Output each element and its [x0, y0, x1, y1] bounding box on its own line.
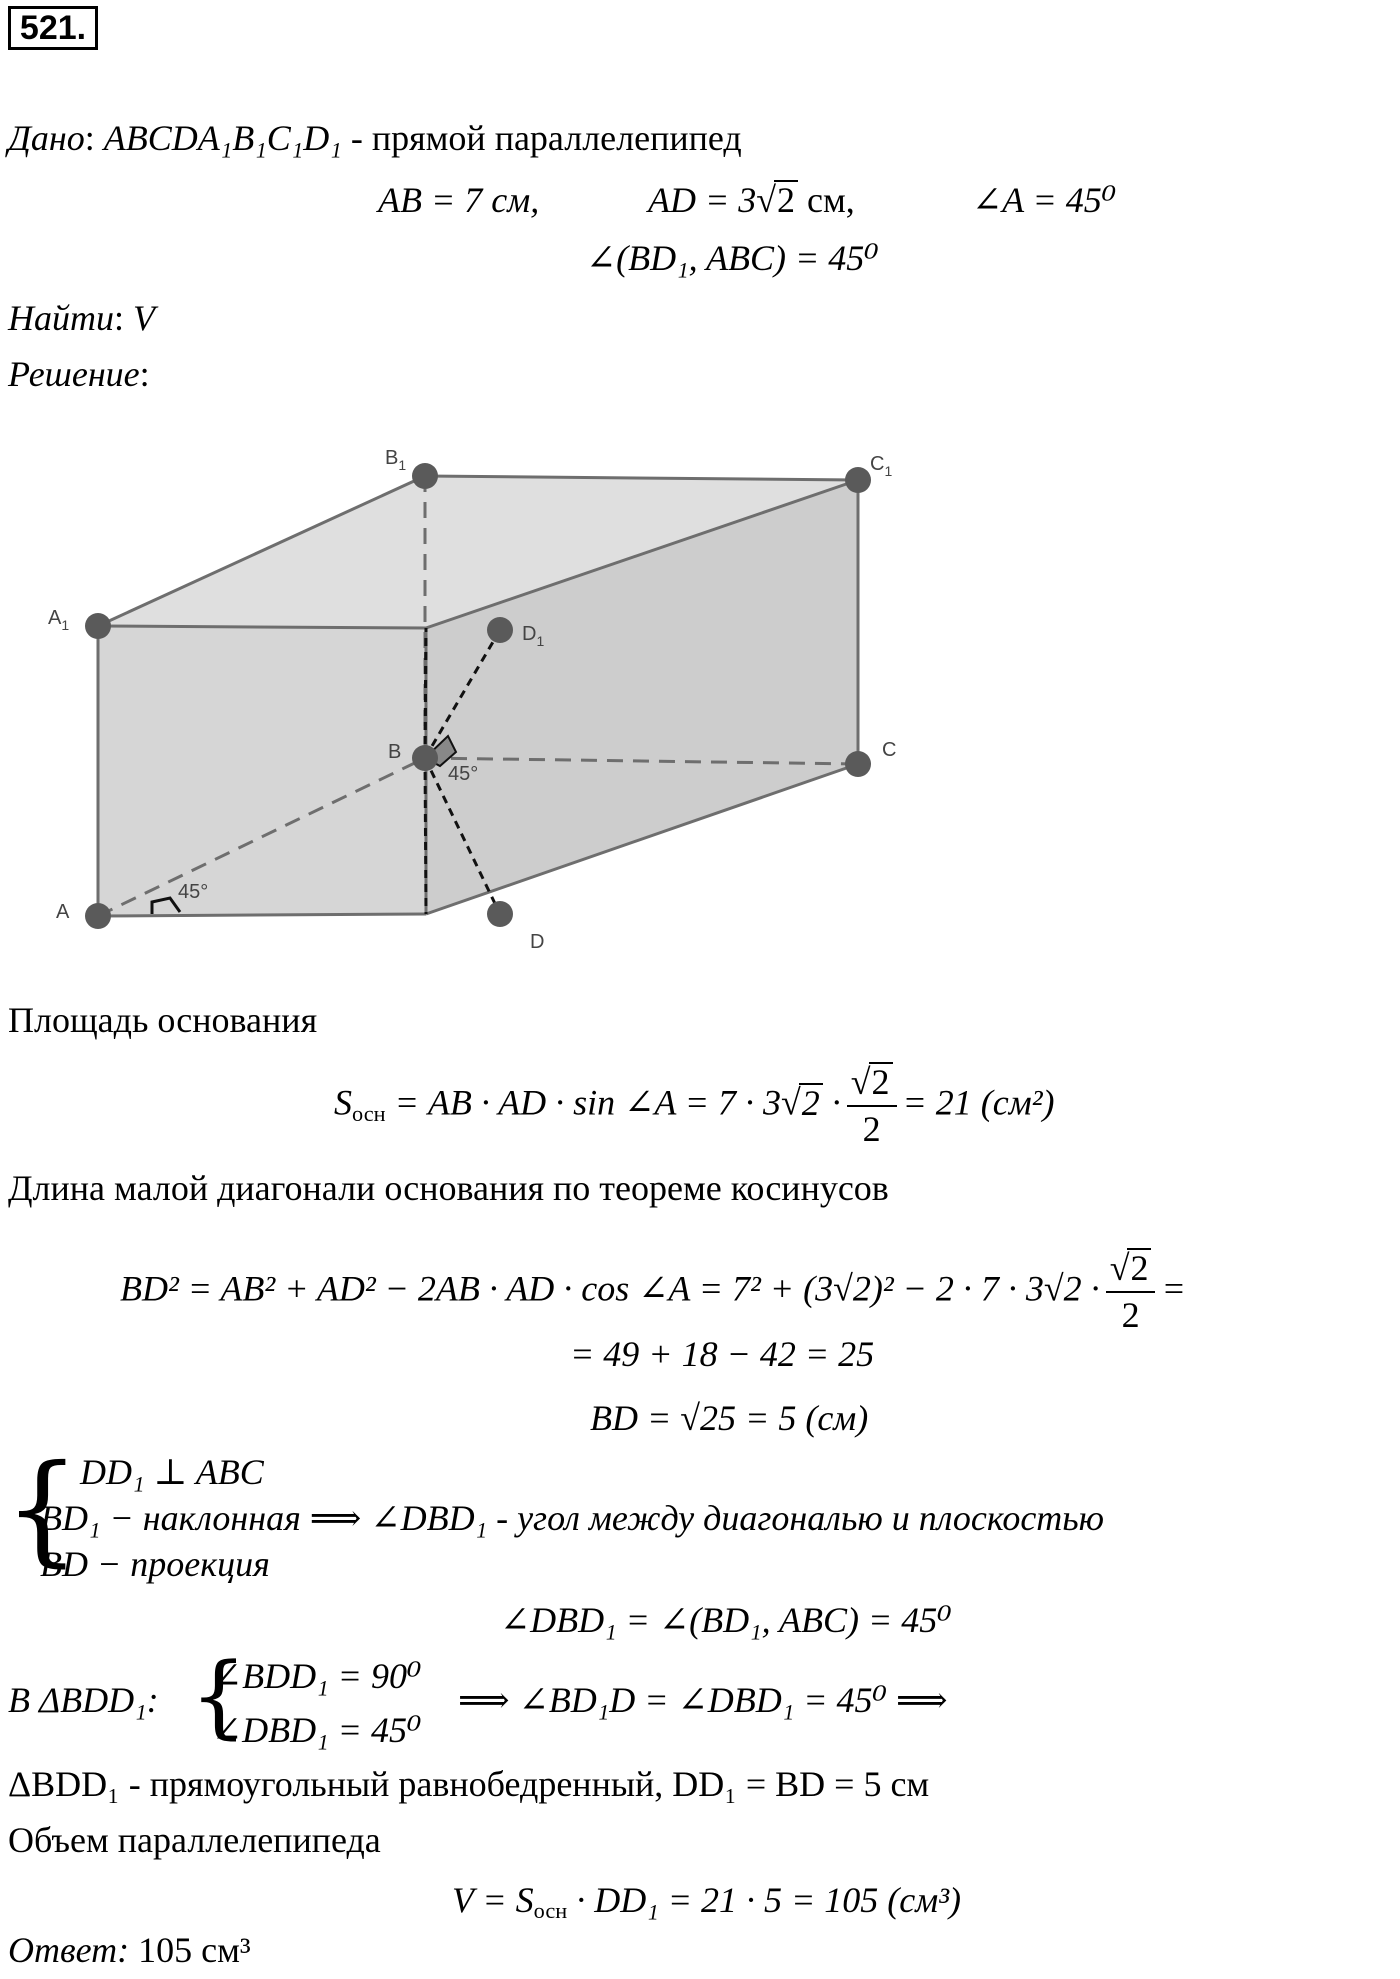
volume-formula: $V = S_{осн} \cdot DD_1 = 21 \cdot 5 = 105$ (см³) [452, 1880, 962, 1924]
isosceles-line: ΔBDD₁ - прямоугольный равнобедренный, DD₁ = BD = 5 см [8, 1764, 930, 1804]
triangle-result: ⟹ ∠BD₁D = ∠DBD₁ = 45⁰ ⟹ [458, 1680, 948, 1720]
triangle-line-2: ∠DBD₁ = 45⁰ [212, 1710, 422, 1750]
solution-label: Решение [8, 354, 140, 394]
angle-b-label: 45° [448, 763, 479, 785]
angle-equality: ∠DBD₁ = ∠(BD₁, ABC) = 45⁰ [500, 1600, 952, 1640]
given-object-desc: - прямой параллелепипед [341, 118, 742, 158]
angle-a-label: 45° [178, 881, 209, 903]
triangle-line-1: ∠BDD₁ = 90⁰ [212, 1656, 422, 1696]
diag-formula: BD² = AB² + AD² − 2AB · AD · cos ∠A = 7² + (3√2)² − 2 · 7 · 3√2 · $\frac{√2}{2}$ = [120, 1248, 1186, 1336]
answer-label: Ответ: [8, 1930, 130, 1970]
given-ad-left: AD = 3 [648, 180, 757, 220]
given-ad: AD = 3√2 см, [648, 180, 855, 220]
bd-value: BD = √25 = 5 (см) [590, 1398, 869, 1438]
system-brace: { [4, 1440, 81, 1579]
solution-line: Решение: [8, 354, 150, 394]
answer-value: 105 см³ [129, 1930, 251, 1970]
base-area-title: Площадь основания [8, 1000, 318, 1040]
diag-calc: = 49 + 18 − 42 = 25 [570, 1334, 875, 1374]
vertex-label-a: A [56, 901, 70, 923]
find-label: Найти [8, 298, 114, 338]
vertex-label-c1: $C_1$ [870, 453, 893, 479]
given-ab: AB = 7 см, [378, 180, 540, 220]
triangle-prefix: В ΔBDD₁: [8, 1680, 159, 1720]
given-ad-sqrt: 2 [774, 180, 798, 218]
base-area-formula: $S_{осн}$ = AB · AD · sin ∠A = 7 · 3√2 · $\frac{√2}{2}$ = 21 (см²) [334, 1062, 1055, 1150]
given-ad-right: см, [798, 180, 855, 220]
volume-title: Объем параллелепипеда [8, 1820, 381, 1860]
answer-line [8, 1930, 251, 1971]
system-line-2: BD₁ − наклонная ⟹ ∠DBD₁ - угол между диагональю и плоскостью [40, 1498, 1105, 1538]
front-face [98, 626, 426, 916]
vertex-label-b: B [388, 741, 402, 763]
vertex-label-d: D [530, 931, 545, 953]
vertex-label-c: C [882, 739, 897, 761]
vertex-label-d1: $D_1$ [522, 623, 545, 649]
given-angle-bd1: ∠(BD₁, ABC) = 45⁰ [586, 238, 879, 278]
triangle-brace: { [190, 1644, 248, 1749]
given-angle-a: ∠A = 45⁰ [972, 180, 1117, 220]
find-value: V [133, 298, 156, 338]
system-line-3: BD − проекция [40, 1544, 270, 1584]
given-label: Дано [8, 118, 85, 158]
vertex-label-a1: $A_1$ [48, 607, 70, 633]
parallelepiped-figure [30, 440, 930, 960]
system-line-1: DD₁ ⊥ ABC [80, 1452, 264, 1492]
diag-title: Длина малой диагонали основания по теореме косинусов [8, 1168, 889, 1208]
given-line: Дано: ABCDA₁B₁C₁D₁ - прямой параллелепипед [8, 118, 742, 158]
find-line: Найти: V [8, 298, 156, 338]
vertex-label-b1: $B_1$ [385, 447, 407, 473]
problem-number: 521. [8, 6, 98, 50]
given-object: ABCDA₁B₁C₁D₁ [103, 118, 342, 158]
